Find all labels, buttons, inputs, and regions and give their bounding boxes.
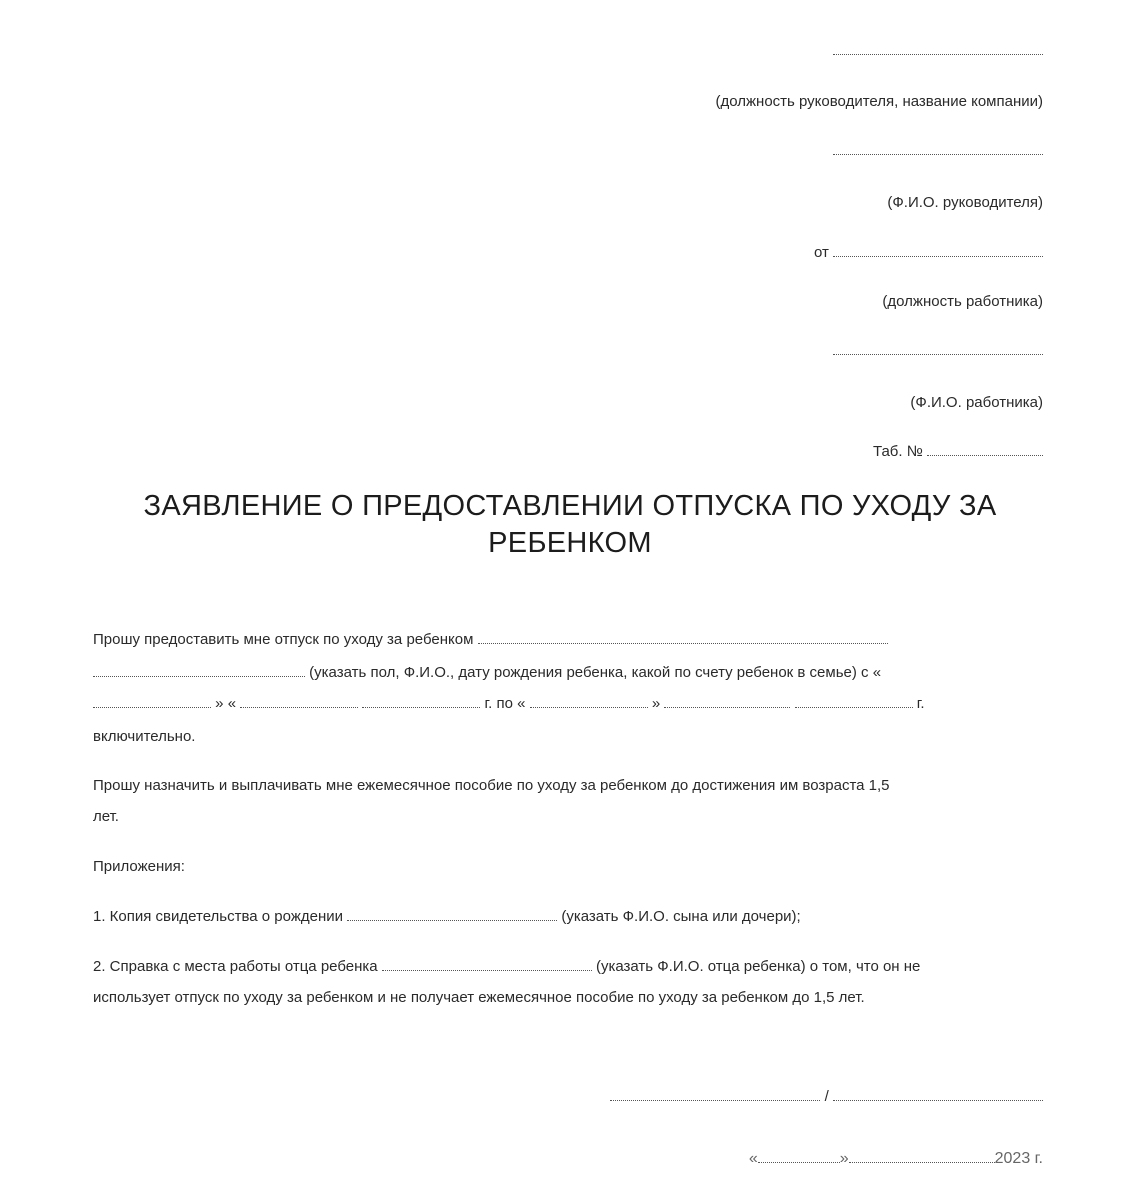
header-from-line xyxy=(814,244,1043,261)
paragraph-2-line-1: Прошу назначить и выплачивать мне ежемесячное пособие по уходу за ребенком до достижения им возраста 1,5 xyxy=(93,777,890,794)
quote-close: » xyxy=(651,695,661,712)
paragraph-1-line-3 xyxy=(93,695,1053,712)
attachments-title: Приложения: xyxy=(93,858,185,875)
name-blank xyxy=(833,1088,1043,1101)
header-line-1-blank xyxy=(833,42,1043,59)
att1-hint: (указать Ф.И.О. сына или дочери); xyxy=(561,908,801,925)
tab-prefix: Таб. № xyxy=(872,443,923,460)
attachment-1 xyxy=(93,908,1053,925)
title-line-1: ЗАЯВЛЕНИЕ О ПРЕДОСТАВЛЕНИИ ОТПУСКА ПО УХОДУ ЗА xyxy=(143,490,997,522)
quote-open: « xyxy=(227,695,237,712)
blank-line xyxy=(664,695,790,708)
blank-line xyxy=(347,908,557,921)
from-prefix: от xyxy=(813,244,829,261)
month-blank xyxy=(849,1150,995,1163)
p1-hint: (указать пол, Ф.И.О., дату рождения ребенка, какой по счету ребенок в семье) с « xyxy=(309,664,882,681)
paragraph-2-line-2: лет. xyxy=(93,808,119,825)
paragraph-1-line-1 xyxy=(93,631,1053,648)
paragraph-1-line-4: включительно. xyxy=(93,728,196,745)
date-year: 2023 г. xyxy=(994,1150,1043,1167)
document-title xyxy=(70,488,1070,562)
title-line-2: РЕБЕНКОМ xyxy=(488,527,652,559)
header-line-4-label: (Ф.И.О. работника) xyxy=(910,394,1043,411)
blank-line xyxy=(927,443,1043,456)
header-tab-line xyxy=(873,443,1043,460)
blank-line xyxy=(93,695,211,708)
day-blank xyxy=(758,1150,840,1163)
att2-hint: (указать Ф.И.О. отца ребенка) о том, что он не xyxy=(595,958,921,975)
header-line-4-blank xyxy=(833,342,1043,359)
p1-start: Прошу предоставить мне отпуск по уходу за ребенком xyxy=(93,631,474,648)
header-line-3-label: (должность работника) xyxy=(882,293,1043,310)
attachment-2-line-1 xyxy=(93,958,1053,975)
blank-line xyxy=(240,695,358,708)
paragraph-1-line-2 xyxy=(93,664,1053,681)
quote-close: » xyxy=(215,695,224,712)
blank-line xyxy=(530,695,648,708)
signature-separator: / xyxy=(824,1088,829,1105)
date-open-quote: « xyxy=(748,1150,758,1167)
blank-line xyxy=(478,631,888,644)
signature-line xyxy=(610,1088,1043,1105)
blank-line xyxy=(833,342,1043,355)
date-line xyxy=(749,1150,1043,1168)
header-line-2-blank xyxy=(833,142,1043,159)
header-line-2-label: (Ф.И.О. руководителя) xyxy=(887,194,1043,211)
blank-line xyxy=(833,142,1043,155)
blank-line xyxy=(833,42,1043,55)
signature-blank xyxy=(610,1088,820,1101)
attachment-2-line-2: использует отпуск по уходу за ребенком и не получает ежемесячное пособие по уходу за ребенком до 1,5 лет. xyxy=(93,989,865,1006)
blank-line xyxy=(93,664,305,677)
blank-line xyxy=(795,695,913,708)
blank-line xyxy=(362,695,480,708)
year-to: г. по « xyxy=(484,695,526,712)
date-close-quote: » xyxy=(839,1150,849,1167)
header-line-1-label: (должность руководителя, название компании) xyxy=(715,93,1043,110)
att1-start: 1. Копия свидетельства о рождении xyxy=(93,908,343,925)
blank-line xyxy=(382,958,592,971)
att2-start: 2. Справка с места работы отца ребенка xyxy=(93,958,378,975)
blank-line xyxy=(833,244,1043,257)
year-end: г. xyxy=(916,695,925,712)
